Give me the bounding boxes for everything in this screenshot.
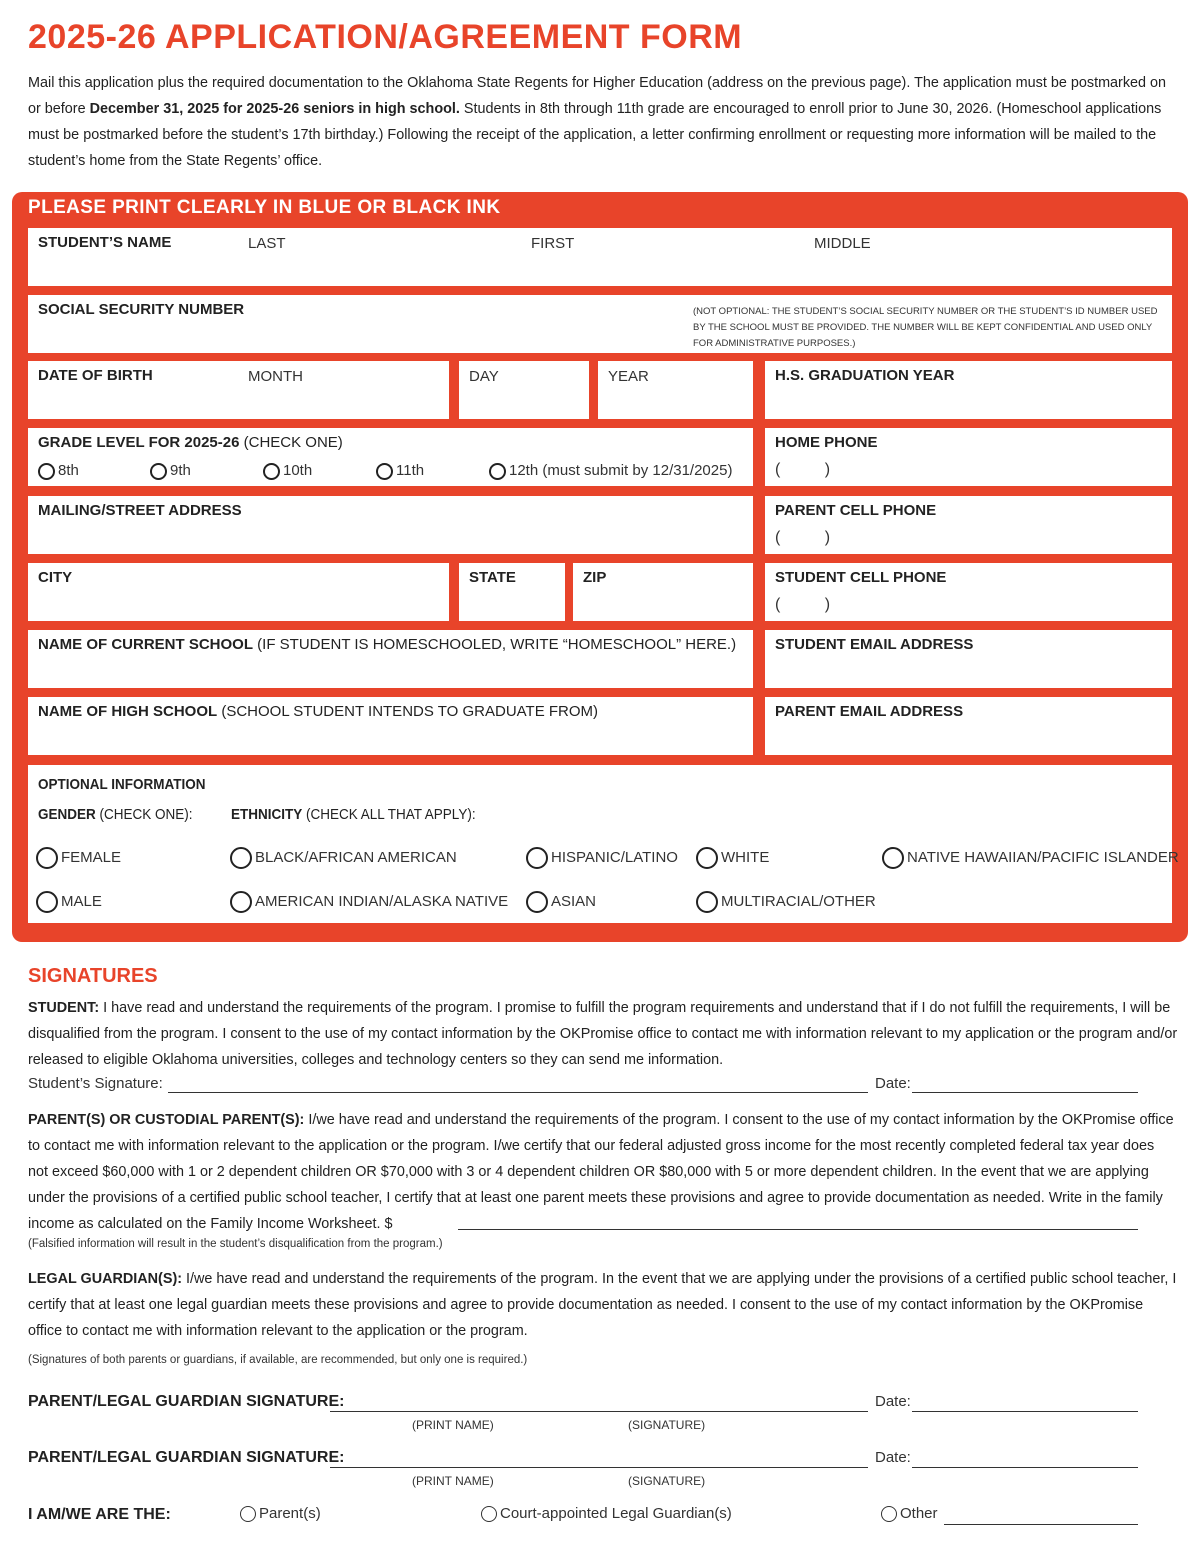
grade-11-option[interactable]: 11th	[376, 462, 424, 480]
print-name-1-caption: (PRINT NAME)	[412, 1418, 494, 1432]
student-agreement	[28, 995, 1178, 1073]
pg-date-2-line[interactable]	[912, 1467, 1138, 1468]
intro-text-2: Students in 8th through 11th grade are encouraged to enroll prior to June 30, 2026. (Homeschool applications must be postmarked before the student’s 17th birthday.) Following the receipt of the application, a letter confirming enrollment or requesting more information will be mailed to the student’s home from the State Regents’ office.	[28, 101, 1162, 169]
state-label: STATE	[469, 569, 516, 586]
grade-12-option[interactable]: 12th (must submit by 12/31/2025)	[489, 462, 732, 480]
year-label: YEAR	[608, 368, 649, 385]
ethnicity-multiracial-option[interactable]: MULTIRACIAL/OTHER	[696, 891, 876, 913]
grade-level-label: GRADE LEVEL FOR 2025-26 (CHECK ONE)	[38, 434, 343, 451]
radio-circle-icon	[526, 891, 548, 913]
dob-label: DATE OF BIRTH	[38, 367, 153, 384]
hs-grad-year-label: H.S. GRADUATION YEAR	[775, 367, 955, 384]
high-school-hint: (SCHOOL STUDENT INTENDS TO GRADUATE FROM)	[217, 703, 599, 720]
home-phone-label: HOME PHONE	[775, 434, 878, 451]
intro-paragraph	[28, 70, 1178, 174]
radio-circle-icon	[36, 891, 58, 913]
day-label: DAY	[469, 368, 499, 385]
home-phone-field[interactable]	[765, 428, 1172, 486]
ethnicity-hint: (CHECK ALL THAT APPLY):	[302, 806, 476, 823]
student-email-label: STUDENT EMAIL ADDRESS	[775, 636, 974, 653]
radio-circle-icon	[696, 891, 718, 913]
intro-text-1: Mail this application plus the required documentation to the Oklahoma State Regents for Higher Education (address on the previous page). The application must be postmarked on or before	[28, 75, 1167, 117]
pg-date-2-label: Date:	[875, 1449, 911, 1466]
dob-day-field[interactable]	[459, 361, 589, 419]
parent-cell-area-code: ( )	[775, 529, 831, 546]
last-name-label: LAST	[248, 235, 286, 252]
city-field[interactable]	[28, 563, 449, 621]
gender-label: GENDER (CHECK ONE):	[38, 806, 193, 823]
mailing-address-label: MAILING/STREET ADDRESS	[38, 502, 242, 519]
high-school-field[interactable]	[28, 697, 753, 755]
radio-circle-icon	[230, 847, 252, 869]
ssn-note: (NOT OPTIONAL: THE STUDENT’S SOCIAL SECURITY NUMBER OR THE STUDENT’S ID NUMBER USED BY THE SCHOOL MUST BE PROVIDED. THE NUMBER WILL BE KEPT CONFIDENTIAL AND USED ONLY FOR ADMINISTRATIVE PURPOSES.)	[693, 306, 1158, 349]
ethnicity-white-option[interactable]: WHITE	[696, 847, 769, 869]
first-name-label: FIRST	[531, 235, 575, 252]
intro-deadline: December 31, 2025 for 2025-26 seniors in high school.	[89, 101, 460, 117]
parent-email-label: PARENT EMAIL ADDRESS	[775, 703, 964, 720]
parent-cell-label: PARENT CELL PHONE	[775, 502, 937, 519]
radio-circle-icon	[696, 847, 718, 869]
month-label: MONTH	[248, 368, 303, 385]
pg-signature-1-line[interactable]	[330, 1411, 868, 1412]
grade-8-option[interactable]: 8th	[38, 462, 79, 480]
pg-signature-1-label: PARENT/LEGAL GUARDIAN SIGNATURE:	[28, 1393, 345, 1410]
student-cell-field[interactable]	[765, 563, 1172, 621]
student-date-label: Date:	[875, 1075, 911, 1092]
radio-circle-icon	[489, 463, 506, 480]
student-name-field[interactable]	[28, 228, 1172, 286]
zip-field[interactable]	[573, 563, 753, 621]
form-banner: PLEASE PRINT CLEARLY IN BLUE OR BLACK INK	[28, 197, 501, 218]
falsified-note: (Falsified information will result in the student’s disqualification from the program.)	[28, 1238, 443, 1250]
student-date-line[interactable]	[912, 1092, 1138, 1093]
parent-agreement-text: I/we have read and understand the requirements of the program. I consent to the use of my contact information by the OKPromise office to contact me with information relevant to the application or the program. I/we certify that our federal adjusted gross income for the most recently completed federal tax year does not exceed $60,000 with 1 or 2 dependent children OR $70,000 with 3 or 4 dependent children OR $80,000 with 5 or more dependent children. In the event that we are applying under the provisions of a certified public school teacher, I certify that at least one parent meets these provisions and agree to provide documentation as needed. Write in the family income as calculated on the Family Income Worksheet. $	[28, 1112, 1174, 1232]
middle-name-label: MIDDLE	[814, 235, 871, 252]
optional-info-title: OPTIONAL INFORMATION	[38, 776, 206, 793]
signature-1-caption: (SIGNATURE)	[628, 1418, 706, 1432]
radio-circle-icon	[150, 463, 167, 480]
ethnicity-native-hawaiian-option[interactable]: NATIVE HAWAIIAN/PACIFIC ISLANDER	[882, 847, 1179, 869]
radio-circle-icon	[263, 463, 280, 480]
family-income-line[interactable]	[458, 1229, 1138, 1230]
parent-cell-field[interactable]	[765, 496, 1172, 554]
radio-circle-icon	[881, 1506, 897, 1522]
guardian-agreement-text: I/we have read and understand the requirements of the program. In the event that we are applying under the provisions of a certified public school teacher, I certify that at least one legal guardian meets these provisions and agree to provide documentation as needed. I consent to the use of my contact information by the OKPromise office to contact me with information relevant to the application or the program.	[28, 1271, 1177, 1339]
other-relation-line[interactable]	[944, 1524, 1138, 1525]
gender-hint: (CHECK ONE):	[95, 806, 193, 823]
iam-label: I AM/WE ARE THE:	[28, 1506, 171, 1523]
form-title: 2025-26 APPLICATION/AGREEMENT FORM	[28, 18, 743, 56]
student-agreement-text: I have read and understand the requirements of the program. I promise to fulfill the program requirements and understand that if I do not fulfill the requirements, I will be disqualified from the program. I consent to the use of my contact information by the OKPromise office to contact me with information relevant to my application or the program and/or released to eligible Oklahoma universities, colleges and technology centers so they can send me information.	[28, 1000, 1178, 1068]
print-name-2-caption: (PRINT NAME)	[412, 1474, 494, 1488]
guardian-agreement	[28, 1266, 1178, 1344]
current-school-label: NAME OF CURRENT SCHOOL (IF STUDENT IS HOMESCHOOLED, WRITE “HOMESCHOOL” HERE.)	[38, 636, 737, 653]
radio-circle-icon	[882, 847, 904, 869]
signatures-title: SIGNATURES	[28, 965, 158, 987]
ethnicity-hispanic-option[interactable]: HISPANIC/LATINO	[526, 847, 678, 869]
signature-2-caption: (SIGNATURE)	[628, 1474, 706, 1488]
relation-other-option[interactable]: Other	[881, 1505, 938, 1522]
grade-level-hint: (CHECK ONE)	[239, 434, 343, 451]
student-email-field[interactable]	[765, 630, 1172, 688]
relation-court-guardian-option[interactable]: Court-appointed Legal Guardian(s)	[481, 1505, 732, 1522]
dob-month-field[interactable]	[28, 361, 449, 419]
student-cell-area-code: ( )	[775, 596, 831, 613]
ethnicity-label: ETHNICITY (CHECK ALL THAT APPLY):	[231, 806, 476, 823]
home-phone-area-code: ( )	[775, 461, 831, 478]
radio-circle-icon	[36, 847, 58, 869]
student-signature-line[interactable]	[168, 1092, 868, 1093]
radio-circle-icon	[38, 463, 55, 480]
student-lead: STUDENT:	[28, 1000, 100, 1016]
pg-signature-2-line[interactable]	[330, 1467, 868, 1468]
zip-label: ZIP	[583, 569, 607, 586]
parent-email-field[interactable]	[765, 697, 1172, 755]
state-field[interactable]	[459, 563, 565, 621]
radio-circle-icon	[240, 1506, 256, 1522]
ssn-field[interactable]	[28, 295, 1172, 353]
grade-level-field	[28, 428, 753, 486]
radio-circle-icon	[230, 891, 252, 913]
student-name-label: STUDENT’S NAME	[38, 234, 172, 251]
radio-circle-icon	[526, 847, 548, 869]
hs-grad-year-field[interactable]	[765, 361, 1172, 419]
dob-year-field[interactable]	[598, 361, 753, 419]
optional-information-section	[28, 765, 1179, 923]
gender-male-option[interactable]: MALE	[36, 891, 102, 913]
radio-circle-icon	[376, 463, 393, 480]
guardian-lead: LEGAL GUARDIAN(S):	[28, 1271, 183, 1287]
parent-lead: PARENT(S) OR CUSTODIAL PARENT(S):	[28, 1112, 305, 1128]
high-school-label: NAME OF HIGH SCHOOL (SCHOOL STUDENT INTENDS TO GRADUATE FROM)	[38, 703, 599, 720]
student-signature-label: Student’s Signature:	[28, 1075, 163, 1092]
both-signatures-note: (Signatures of both parents or guardians, if available, are recommended, but only one is required.)	[28, 1354, 528, 1366]
parent-agreement	[28, 1107, 1178, 1237]
pg-date-1-label: Date:	[875, 1393, 911, 1410]
relation-parents-option[interactable]: Parent(s)	[240, 1505, 321, 1522]
gender-female-option[interactable]: FEMALE	[36, 847, 121, 869]
student-cell-label: STUDENT CELL PHONE	[775, 569, 947, 586]
grade-9-option[interactable]: 9th	[150, 462, 191, 480]
grade-10-option[interactable]: 10th	[263, 462, 312, 480]
current-school-field[interactable]	[28, 630, 753, 688]
pg-signature-2-label: PARENT/LEGAL GUARDIAN SIGNATURE:	[28, 1449, 345, 1466]
radio-circle-icon	[481, 1506, 497, 1522]
ethnicity-black-option[interactable]: BLACK/AFRICAN AMERICAN	[230, 847, 457, 869]
current-school-hint: (IF STUDENT IS HOMESCHOOLED, WRITE “HOMESCHOOL” HERE.)	[253, 636, 737, 653]
mailing-address-field[interactable]	[28, 496, 753, 554]
ssn-label: SOCIAL SECURITY NUMBER	[38, 301, 245, 318]
ethnicity-american-indian-option[interactable]: AMERICAN INDIAN/ALASKA NATIVE	[230, 891, 508, 913]
pg-date-1-line[interactable]	[912, 1411, 1138, 1412]
city-label: CITY	[38, 569, 73, 586]
ethnicity-asian-option[interactable]: ASIAN	[526, 891, 596, 913]
